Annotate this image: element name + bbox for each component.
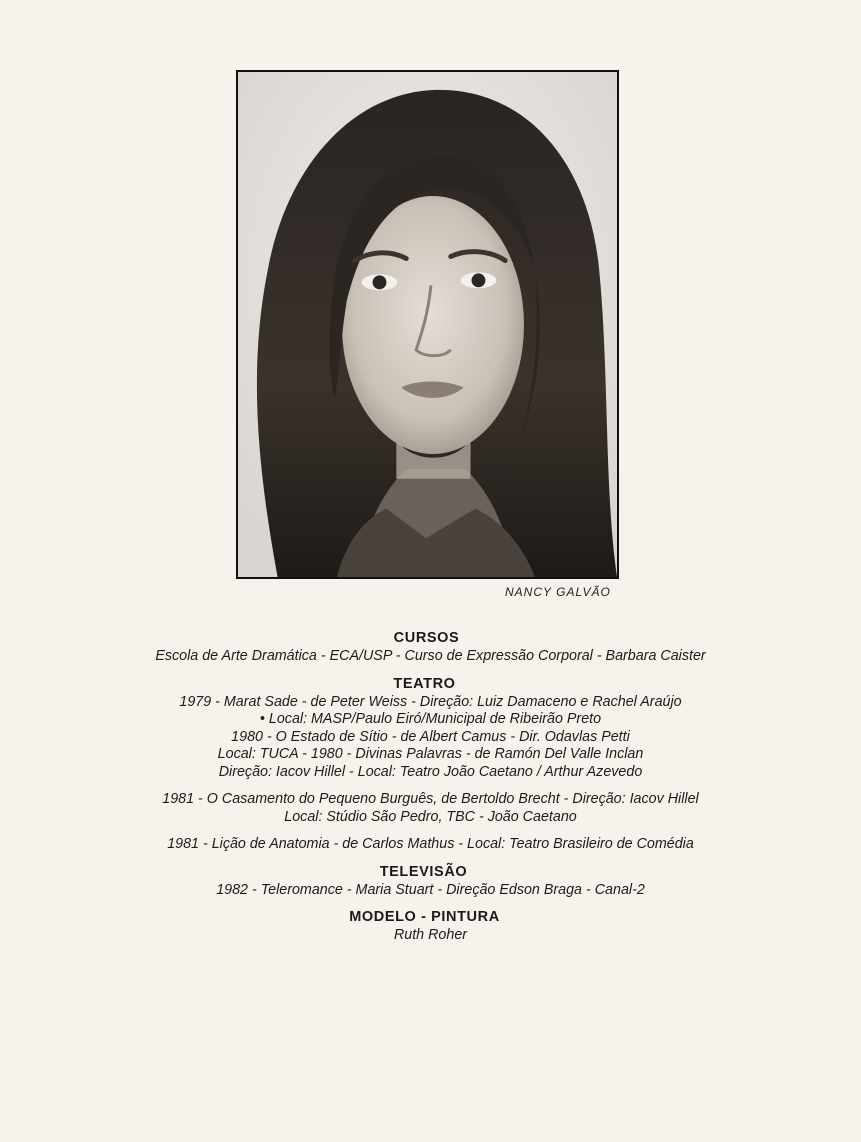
teatro-line: 1980 - O Estado de Sítio - de Albert Camus - Dir. Odavlas Petti: [231, 728, 630, 745]
cursos-line: Escola de Arte Dramática - ECA/USP - Curso de Expressão Corporal - Barbara Caister: [155, 648, 706, 664]
portrait-photo: [236, 70, 619, 579]
teatro-line: • Local: MASP/Paulo Eiró/Municipal de Ribeirão Preto: [259, 711, 602, 727]
section-heading-televisao: TELEVISÃO: [379, 863, 468, 880]
teatro-line: 1979 - Marat Sade - de Peter Weiss - Direção: Luiz Damaceno e Rachel Araújo: [179, 693, 682, 710]
section-heading-teatro: TEATRO: [393, 675, 456, 692]
biography: [0, 628, 861, 945]
teatro-line: Direção: Iacov Hillel - Local: Teatro João Caetano / Arthur Azevedo: [218, 763, 643, 780]
modelo-line: Ruth Roher: [393, 927, 468, 943]
teatro-line: Local: Stúdio São Pedro, TBC - João Caetano: [284, 808, 577, 825]
teatro-line: 1981 - Lição de Anatomia - de Carlos Mathus - Local: Teatro Brasileiro de Comédia: [167, 836, 694, 852]
televisao-line: 1982 - Teleromance - Maria Stuart - Direção Edson Braga - Canal-2: [216, 881, 645, 898]
teatro-line: Local: TUCA - 1980 - Divinas Palavras - de Ramón Del Valle Inclan: [217, 746, 644, 762]
teatro-line: 1981 - O Casamento do Pequeno Burguês, de Bertoldo Brecht - Direção: Iacov Hillel: [162, 791, 699, 807]
section-heading-modelo-pintura: MODELO - PINTURA: [349, 909, 500, 925]
portrait-image: [238, 72, 617, 577]
photo-caption: NANCY GALVÃO: [505, 585, 611, 599]
section-heading-cursos: CURSOS: [393, 630, 460, 646]
